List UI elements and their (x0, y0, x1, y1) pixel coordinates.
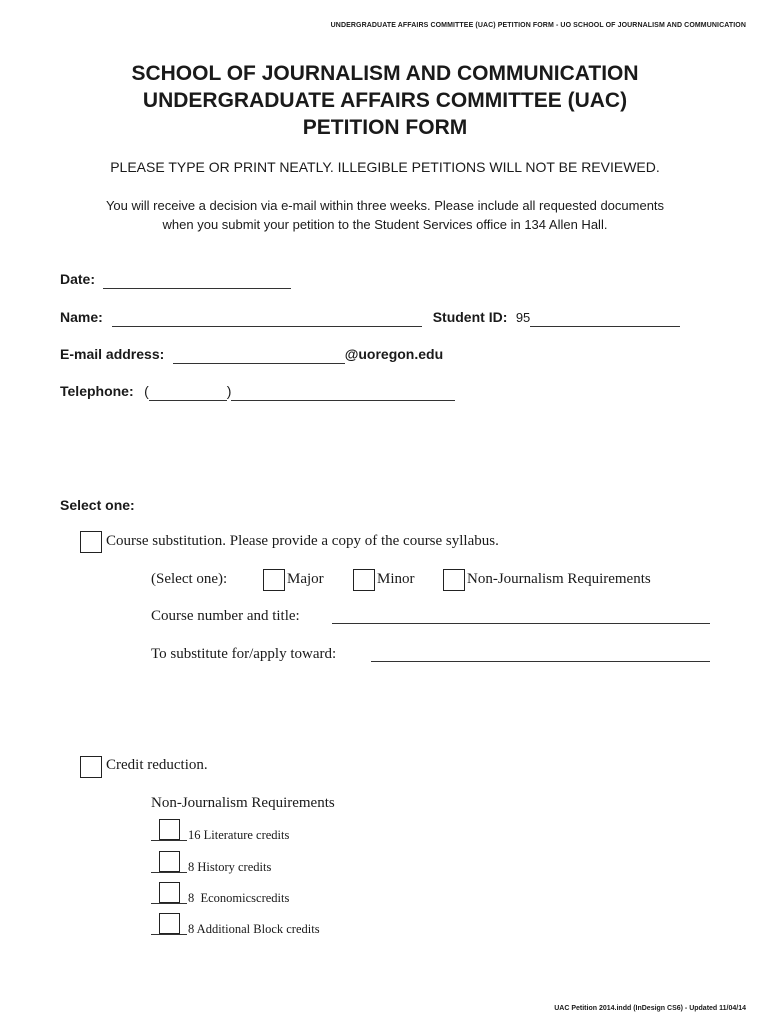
credit-reduction-label: Credit reduction. (106, 757, 208, 773)
title-line-2: UNDERGRADUATE AFFAIRS COMMITTEE (UAC) (142, 89, 628, 112)
student-id-field[interactable] (530, 311, 680, 327)
email-field[interactable] (173, 348, 345, 364)
footer-text: UAC Petition 2014.indd (InDesign CS6) - Updated 11/04/14 (554, 1005, 746, 1012)
non-journalism-checkbox[interactable] (443, 569, 465, 591)
date-row (60, 271, 291, 289)
course-type-select-label: (Select one): (151, 571, 228, 587)
course-number-label: Course number and title: (151, 608, 300, 624)
email-suffix: @uoregon.edu (344, 346, 444, 362)
minor-option-label: Minor (377, 571, 415, 587)
telephone-row (60, 383, 455, 401)
telephone-area-code-field[interactable] (149, 385, 227, 401)
decision-note-line-2: when you submit your petition to the Student Services office in 134 Allen Hall. (162, 217, 608, 232)
telephone-number-field[interactable] (231, 385, 455, 401)
additional-block-credits-line (151, 934, 187, 935)
additional-block-credits-label: 8 Additional Block credits (188, 922, 320, 936)
print-neatly-instruction: PLEASE TYPE OR PRINT NEATLY. ILLEGIBLE PETITIONS WILL NOT BE REVIEWED. (110, 159, 660, 175)
major-checkbox[interactable] (263, 569, 285, 591)
major-option-label: Major (287, 571, 324, 587)
additional-block-credits-checkbox[interactable] (159, 913, 180, 934)
select-one-label: Select one: (60, 497, 135, 513)
economics-credits-checkbox[interactable] (159, 882, 180, 903)
name-row (60, 309, 680, 327)
non-journalism-option-label: Non-Journalism Requirements (467, 571, 651, 587)
title-line-1: SCHOOL OF JOURNALISM AND COMMUNICATION (131, 62, 639, 85)
literature-credits-label: 16 Literature credits (188, 828, 290, 842)
course-substitution-label: Course substitution. Please provide a copy of the course syllabus. (106, 533, 499, 549)
economics-credits-label: 8 Economicscredits (188, 891, 290, 905)
economics-credits-line (151, 903, 187, 904)
student-id-prefix: 95 (515, 310, 531, 325)
substitute-for-label: To substitute for/apply toward: (151, 646, 337, 662)
course-substitution-checkbox[interactable] (80, 531, 102, 553)
name-label: Name: (60, 309, 103, 325)
telephone-label: Telephone: (60, 383, 134, 399)
history-credits-line (151, 872, 187, 873)
minor-checkbox[interactable] (353, 569, 375, 591)
student-id-label: Student ID: (432, 309, 508, 325)
literature-credits-line (151, 840, 187, 841)
telephone-close-paren: ) (226, 383, 232, 399)
title-line-3: PETITION FORM (302, 116, 468, 139)
literature-credits-checkbox[interactable] (159, 819, 180, 840)
substitute-for-field[interactable] (371, 646, 710, 662)
date-label: Date: (60, 271, 96, 287)
email-label: E-mail address: (60, 346, 165, 362)
non-journalism-subheading: Non-Journalism Requirements (151, 795, 335, 811)
history-credits-checkbox[interactable] (159, 851, 180, 872)
running-header: UNDERGRADUATE AFFAIRS COMMITTEE (UAC) PETITION FORM - UO SCHOOL OF JOURNALISM AND COMMUNICATION (330, 22, 746, 29)
credit-reduction-checkbox[interactable] (80, 756, 102, 778)
decision-note-line-1: You will receive a decision via e-mail within three weeks. Please include all requested documents (105, 198, 665, 213)
email-row (60, 346, 443, 364)
telephone-open-paren: ( (144, 383, 149, 399)
course-number-field[interactable] (332, 608, 710, 624)
history-credits-label: 8 History credits (188, 860, 272, 874)
name-field[interactable] (112, 311, 422, 327)
date-field[interactable] (103, 273, 291, 289)
